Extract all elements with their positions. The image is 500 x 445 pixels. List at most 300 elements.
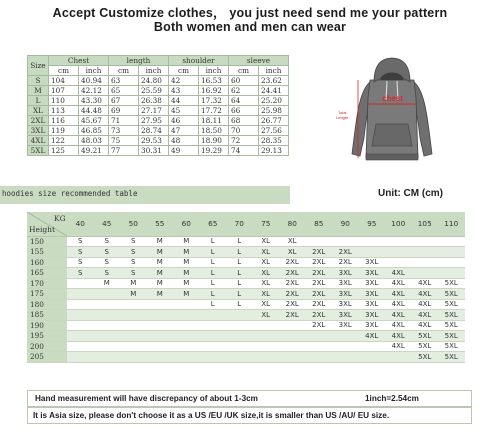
recommended-size-cell	[200, 310, 227, 321]
recommended-size-cell	[67, 341, 94, 352]
recommended-size-cell	[200, 331, 227, 342]
measurement-cell: 25.59	[139, 86, 169, 96]
recommended-size-cell: L	[226, 299, 253, 310]
measurement-cell: 25.98	[259, 106, 289, 116]
recommended-size-cell	[253, 341, 280, 352]
measurement-cell: 43.30	[79, 96, 109, 106]
recommended-size-cell	[67, 289, 94, 300]
recommended-size-cell: L	[226, 278, 253, 289]
height-cell: 150	[27, 236, 67, 247]
recommended-size-cell	[279, 341, 306, 352]
height-cell: 175	[27, 289, 67, 300]
recommended-size-cell: S	[120, 257, 147, 268]
size-chart-unit-row	[28, 66, 289, 76]
measurement-cell: 27.95	[139, 116, 169, 126]
measurement-cell: 63	[109, 76, 139, 86]
recommended-size-cell	[147, 299, 174, 310]
weight-header-cell: 65	[200, 212, 227, 236]
recommended-size-cell	[67, 331, 94, 342]
asia-size-note	[27, 407, 472, 424]
recommended-size-cell: 5XL	[412, 331, 439, 342]
recommended-size-cell: 3XL	[359, 289, 386, 300]
recommended-size-cell	[120, 320, 147, 331]
height-cell: 180	[27, 299, 67, 310]
height-row	[27, 341, 465, 352]
size-chart-row	[28, 96, 289, 106]
recommended-size-cell	[412, 257, 439, 268]
recommended-size-cell: 2XL	[306, 247, 333, 258]
unit-header: cm	[169, 66, 199, 76]
measurement-cell: 43	[169, 86, 199, 96]
recommended-size-cell: L	[200, 257, 227, 268]
recommended-size-cell	[253, 320, 280, 331]
recommended-size-cell: XL	[253, 278, 280, 289]
height-row	[27, 236, 465, 247]
recommended-size-cell	[147, 331, 174, 342]
recommended-size-cell	[332, 341, 359, 352]
recommended-size-cell: 4XL	[385, 299, 412, 310]
recommended-size-cell: S	[67, 257, 94, 268]
height-label: Height	[29, 225, 56, 234]
recommended-size-cell: XL	[253, 247, 280, 258]
size-cell: S	[28, 76, 49, 86]
recommended-size-cell	[226, 352, 253, 363]
recommended-size-cell	[147, 320, 174, 331]
measurement-cell: 71	[109, 116, 139, 126]
measurement-cell: 29.53	[139, 136, 169, 146]
recommended-size-cell	[279, 352, 306, 363]
recommended-size-cell: 3XL	[359, 257, 386, 268]
recommended-size-cell	[385, 352, 412, 363]
recommended-size-cell	[332, 236, 359, 247]
height-row	[27, 352, 465, 363]
hoodie-diagram	[330, 54, 450, 172]
measurement-cell: 72	[229, 136, 259, 146]
recommended-size-cell	[253, 331, 280, 342]
recommended-size-cell: M	[147, 247, 174, 258]
weight-header-cell: 100	[385, 212, 412, 236]
recommended-size-cell	[306, 236, 333, 247]
recommended-size-cell: XL	[253, 310, 280, 321]
weight-header-cell: 50	[120, 212, 147, 236]
measurement-cell: 66	[229, 106, 259, 116]
recommended-size-cell	[120, 310, 147, 321]
waistband-shape	[366, 154, 418, 160]
height-cell: 200	[27, 341, 67, 352]
measurement-cell: 122	[49, 136, 79, 146]
recommended-size-cell	[306, 341, 333, 352]
recommended-size-cell	[147, 352, 174, 363]
measurement-cell: 26.77	[259, 116, 289, 126]
recommended-size-cell	[94, 341, 121, 352]
recommended-size-cell: 4XL	[359, 331, 386, 342]
measurement-cell: 47	[169, 126, 199, 136]
recommended-size-cell	[94, 320, 121, 331]
measurement-cell: 26.38	[139, 96, 169, 106]
recommended-size-cell: 2XL	[279, 257, 306, 268]
recommended-size-cell	[200, 320, 227, 331]
recommended-size-cell: S	[94, 268, 121, 279]
recommended-size-cell: 4XL	[412, 320, 439, 331]
measurement-cell: 104	[49, 76, 79, 86]
size-cell: 2XL	[28, 116, 49, 126]
measurement-cell: 49.21	[79, 146, 109, 156]
measurement-cell: 48	[169, 136, 199, 146]
unit-label: Unit: CM (cm)	[378, 188, 443, 199]
recommended-size-cell: 4XL	[385, 289, 412, 300]
height-row	[27, 299, 465, 310]
recommended-size-cell: XL	[253, 236, 280, 247]
recommended-size-cell: 4XL	[412, 278, 439, 289]
measurement-cell: 29.13	[259, 146, 289, 156]
recommended-size-cell: 4XL	[412, 299, 439, 310]
recommended-size-cell: L	[200, 247, 227, 258]
recommended-size-cell: 5XL	[438, 320, 465, 331]
recommend-table-title: hoodies size recommended table	[2, 189, 138, 198]
unit-header: inch	[79, 66, 109, 76]
size-cell: 4XL	[28, 136, 49, 146]
recommended-size-cell	[438, 247, 465, 258]
recommended-size-cell	[359, 247, 386, 258]
measurement-cell: 73	[109, 126, 139, 136]
measurement-cell: 62	[229, 86, 259, 96]
recommended-size-cell	[94, 331, 121, 342]
recommended-size-cell: M	[173, 236, 200, 247]
recommended-size-cell: 2XL	[332, 247, 359, 258]
unit-header: cm	[49, 66, 79, 76]
recommended-size-cell: 2XL	[306, 278, 333, 289]
recommended-size-cell: XL	[253, 289, 280, 300]
recommended-size-cell	[67, 278, 94, 289]
recommended-size-cell	[306, 331, 333, 342]
recommended-size-cell	[173, 299, 200, 310]
sleeve-group-header: sleeve	[229, 56, 289, 66]
height-row	[27, 247, 465, 258]
measurement-cell: 44.48	[79, 106, 109, 116]
measurement-cell: 113	[49, 106, 79, 116]
measurement-cell: 116	[49, 116, 79, 126]
measurement-cell: 18.90	[199, 136, 229, 146]
height-cell: 165	[27, 268, 67, 279]
recommended-size-cell: 4XL	[412, 310, 439, 321]
recommended-size-cell	[279, 320, 306, 331]
recommended-size-cell: M	[94, 278, 121, 289]
height-row	[27, 320, 465, 331]
recommended-size-cell	[359, 352, 386, 363]
recommended-size-cell	[438, 257, 465, 268]
weight-header-cell: 80	[279, 212, 306, 236]
height-cell: 155	[27, 247, 67, 258]
recommended-size-cell: 2XL	[306, 299, 333, 310]
recommended-size-cell	[253, 352, 280, 363]
measurement-note	[27, 390, 472, 407]
measurement-cell: 44	[169, 96, 199, 106]
recommended-size-cell: 3XL	[359, 268, 386, 279]
measurement-cell: 125	[49, 146, 79, 156]
measurement-cell: 49	[169, 146, 199, 156]
measurement-cell: 60	[229, 76, 259, 86]
recommended-size-cell: M	[147, 236, 174, 247]
recommended-size-cell: 2XL	[306, 268, 333, 279]
recommended-size-cell	[412, 236, 439, 247]
measurement-cell: 27.17	[139, 106, 169, 116]
recommended-size-cell	[226, 341, 253, 352]
size-cell: XL	[28, 106, 49, 116]
recommended-size-cell: 5XL	[438, 341, 465, 352]
unit-header: inch	[199, 66, 229, 76]
measurement-cell: 28.35	[259, 136, 289, 146]
weight-header-cell: 95	[359, 212, 386, 236]
measurement-cell: 75	[109, 136, 139, 146]
recommended-size-cell	[279, 331, 306, 342]
measurement-cell: 45.67	[79, 116, 109, 126]
recommended-size-cell: S	[94, 257, 121, 268]
recommended-size-cell: 3XL	[359, 320, 386, 331]
recommended-size-cell: XL	[279, 247, 306, 258]
height-cell: 205	[27, 352, 67, 363]
measurement-cell: 24.41	[259, 86, 289, 96]
recommended-size-cell	[94, 299, 121, 310]
recommended-size-cell: 3XL	[332, 310, 359, 321]
recommended-size-cell: 3XL	[332, 299, 359, 310]
recommended-size-cell: M	[173, 278, 200, 289]
recommended-size-cell	[173, 352, 200, 363]
size-chart-row	[28, 106, 289, 116]
recommended-size-cell: 2XL	[332, 257, 359, 268]
recommended-size-cell: L	[200, 236, 227, 247]
recommended-size-cell: 2XL	[306, 257, 333, 268]
recommended-size-cell	[200, 352, 227, 363]
measurement-cell: 68	[229, 116, 259, 126]
recommended-size-cell	[67, 352, 94, 363]
recommended-size-cell: 2XL	[279, 310, 306, 321]
height-cell: 195	[27, 331, 67, 342]
recommended-size-cell	[94, 289, 121, 300]
recommended-size-cell	[332, 352, 359, 363]
recommended-size-cell: M	[120, 278, 147, 289]
recommended-size-cell	[67, 320, 94, 331]
recommended-size-cell: S	[67, 268, 94, 279]
weight-header-cell: 85	[306, 212, 333, 236]
recommended-size-cell: M	[173, 268, 200, 279]
recommended-size-cell	[385, 236, 412, 247]
size-chart-row	[28, 76, 289, 86]
recommended-size-cell: S	[94, 236, 121, 247]
recommended-size-cell: 2XL	[306, 320, 333, 331]
recommended-size-cell	[147, 341, 174, 352]
size-cell: 3XL	[28, 126, 49, 136]
recommended-size-cell: 3XL	[332, 268, 359, 279]
recommended-size-cell: XL	[279, 236, 306, 247]
weight-header-cell: 75	[253, 212, 280, 236]
recommended-size-cell: L	[226, 268, 253, 279]
measurement-cell: 64	[229, 96, 259, 106]
recommended-size-cell	[359, 341, 386, 352]
measurement-cell: 17.72	[199, 106, 229, 116]
recommended-size-cell	[226, 320, 253, 331]
recommended-size-cell	[173, 310, 200, 321]
measurement-cell: 42.12	[79, 86, 109, 96]
size-chart-header-row	[28, 56, 289, 66]
recommended-size-cell	[67, 299, 94, 310]
asia-size-warning: It is Asia size, please don't choose it as a US /EU /UK size,it is smaller than US /AU/ EU size.	[33, 411, 390, 420]
recommended-size-cell: 3XL	[332, 278, 359, 289]
recommended-size-cell: 3XL	[332, 289, 359, 300]
recommended-size-cell: 4XL	[385, 310, 412, 321]
recommended-size-cell: 3XL	[332, 320, 359, 331]
recommended-size-cell: 2XL	[306, 310, 333, 321]
measurement-cell: 24.80	[139, 76, 169, 86]
recommended-size-cell: 4XL	[385, 341, 412, 352]
recommended-size-cell: M	[147, 268, 174, 279]
measurement-cell: 119	[49, 126, 79, 136]
recommended-size-cell: 4XL	[385, 320, 412, 331]
recommended-size-cell	[67, 310, 94, 321]
weight-header-cell: 105	[412, 212, 439, 236]
weight-header-cell: 40	[67, 212, 94, 236]
weight-header-cell: 70	[226, 212, 253, 236]
height-row	[27, 257, 465, 268]
weight-header-cell: 110	[438, 212, 465, 236]
measurement-cell: 40.94	[79, 76, 109, 86]
size-chart-row	[28, 136, 289, 146]
recommended-size-cell	[385, 247, 412, 258]
recommended-size-cell	[173, 331, 200, 342]
weight-header-cell: 45	[94, 212, 121, 236]
recommended-size-cell: L	[200, 268, 227, 279]
recommended-size-cell: M	[147, 278, 174, 289]
measurement-cell: 18.11	[199, 116, 229, 126]
kangaroo-pocket-shape	[372, 124, 412, 146]
recommended-size-cell: 5XL	[438, 352, 465, 363]
size-chart-row	[28, 146, 289, 156]
height-row	[27, 268, 465, 279]
recommended-size-cell: 4XL	[385, 278, 412, 289]
measurement-cell: 65	[109, 86, 139, 96]
measurement-cell: 19.29	[199, 146, 229, 156]
recommended-size-cell: 5XL	[412, 341, 439, 352]
recommended-size-cell: XL	[253, 299, 280, 310]
recommended-size-cell: M	[173, 247, 200, 258]
height-cell: 160	[27, 257, 67, 268]
unit-header: cm	[229, 66, 259, 76]
recommended-size-cell	[147, 310, 174, 321]
length-group-header: length	[109, 56, 169, 66]
recommended-size-cell: 4XL	[412, 289, 439, 300]
recommended-size-cell: 3XL	[359, 299, 386, 310]
recommended-size-cell	[94, 310, 121, 321]
measurement-cell: 70	[229, 126, 259, 136]
recommended-size-cell: 4XL	[385, 331, 412, 342]
recommended-size-cell: 2XL	[279, 299, 306, 310]
measurement-cell: 46.85	[79, 126, 109, 136]
measurement-cell: 74	[229, 146, 259, 156]
measurement-cell: 23.62	[259, 76, 289, 86]
recommend-size-table	[27, 212, 465, 363]
weight-header-cell: 60	[173, 212, 200, 236]
measurement-cell: 69	[109, 106, 139, 116]
recommended-size-cell: 2XL	[306, 289, 333, 300]
chest-label: chest	[382, 94, 403, 103]
measurement-cell: 107	[49, 86, 79, 96]
measurement-cell: 42	[169, 76, 199, 86]
measurement-cell: 48.03	[79, 136, 109, 146]
recommended-size-cell: 3XL	[359, 310, 386, 321]
measurement-cell: 67	[109, 96, 139, 106]
discrepancy-note: Hand measurement will have discrepancy of about 1-3cm	[35, 394, 258, 403]
height-row	[27, 278, 465, 289]
recommended-size-cell: S	[67, 236, 94, 247]
headline-unisex: Both women and men can wear	[153, 20, 347, 34]
recommended-size-cell: S	[120, 236, 147, 247]
size-chart-row	[28, 126, 289, 136]
measurement-cell: 30.31	[139, 146, 169, 156]
recommended-size-cell: S	[94, 247, 121, 258]
length-label-line2: Length	[336, 115, 349, 120]
weight-header-row	[27, 212, 465, 236]
recommended-size-cell: 2XL	[279, 278, 306, 289]
recommended-size-cell: M	[147, 257, 174, 268]
recommended-size-cell	[332, 331, 359, 342]
recommended-size-cell	[226, 331, 253, 342]
recommended-size-cell: S	[120, 247, 147, 258]
height-cell: 190	[27, 320, 67, 331]
measurement-cell: 46	[169, 116, 199, 126]
measurement-cell: 28.74	[139, 126, 169, 136]
size-chart-table	[27, 55, 289, 156]
recommended-size-cell	[200, 341, 227, 352]
recommended-size-cell: 5XL	[438, 299, 465, 310]
recommended-size-cell: 5XL	[438, 331, 465, 342]
kg-label: KG	[54, 214, 66, 223]
recommended-size-cell: 5XL	[438, 278, 465, 289]
height-cell: 170	[27, 278, 67, 289]
recommended-size-cell: M	[173, 289, 200, 300]
recommended-size-cell	[438, 268, 465, 279]
recommended-size-cell	[94, 352, 121, 363]
recommended-size-cell	[438, 236, 465, 247]
recommended-size-cell: M	[147, 289, 174, 300]
measurement-cell: 77	[109, 146, 139, 156]
recommended-size-cell: L	[226, 289, 253, 300]
height-cell: 185	[27, 310, 67, 321]
kg-height-corner-cell	[27, 212, 67, 236]
measurement-cell: 17.32	[199, 96, 229, 106]
measurement-cell: 16.53	[199, 76, 229, 86]
recommended-size-cell: 2XL	[279, 268, 306, 279]
recommended-size-cell	[412, 268, 439, 279]
recommended-size-cell: XL	[253, 257, 280, 268]
recommended-size-cell: 3XL	[359, 278, 386, 289]
recommended-size-cell: XL	[253, 268, 280, 279]
weight-header-cell: 90	[332, 212, 359, 236]
unit-header: cm	[109, 66, 139, 76]
recommended-size-cell: L	[200, 278, 227, 289]
weight-header-cell: 55	[147, 212, 174, 236]
size-cell: M	[28, 86, 49, 96]
recommended-size-cell: M	[120, 289, 147, 300]
headline-customize: Accept Customize clothes， you just need send me your pattern	[52, 6, 448, 20]
size-cell: 5XL	[28, 146, 49, 156]
chest-group-header: Chest	[49, 56, 109, 66]
recommended-size-cell: M	[173, 257, 200, 268]
height-row	[27, 310, 465, 321]
length-label-line1: Total	[338, 110, 347, 115]
measurement-cell: 25.20	[259, 96, 289, 106]
measurement-cell: 16.92	[199, 86, 229, 96]
recommended-size-cell	[226, 310, 253, 321]
recommended-size-cell	[173, 320, 200, 331]
